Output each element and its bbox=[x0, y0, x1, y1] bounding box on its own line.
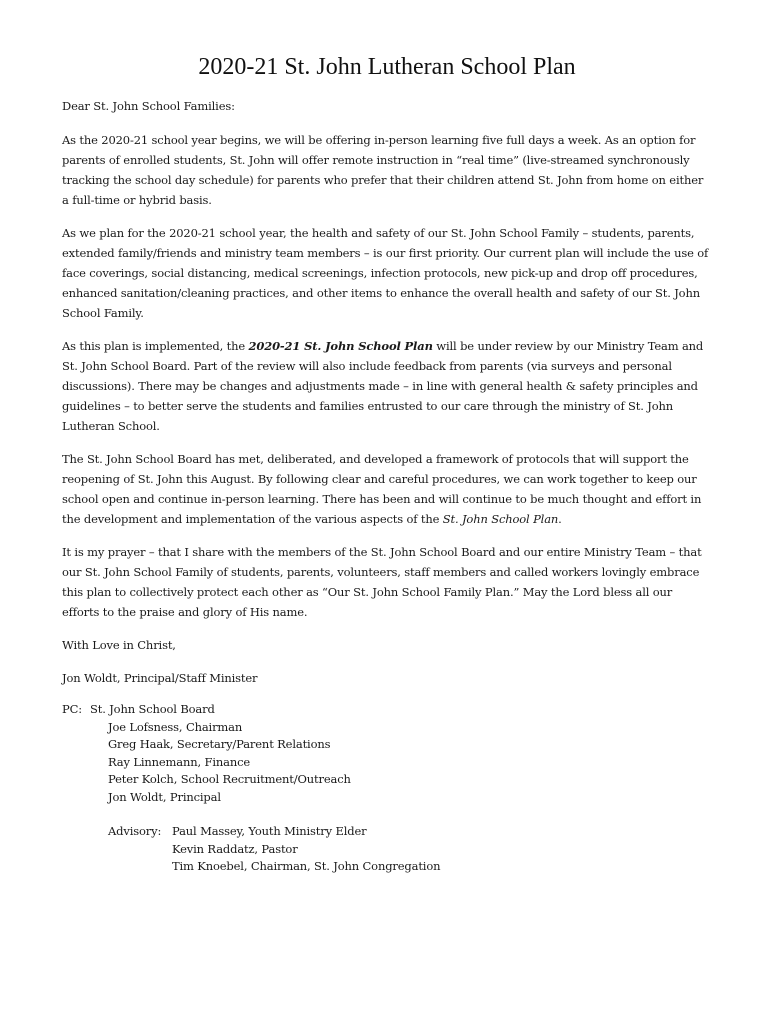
board-member: Ray Linnemann, Finance bbox=[108, 754, 251, 769]
advisory-member: Kevin Raddatz, Pastor bbox=[172, 841, 298, 856]
paragraph-5: It is my prayer – that I share with the members of the St. John School Board and our entire Ministry Team – that our St. John School Family of students, parents, volunteers, staff members and called workers lovingly embrace this plan to collectively protect each other as “Our St. John School Family Plan.” May the Lord bless all our efforts to the praise and glory of His name. bbox=[62, 545, 702, 619]
copy-list bbox=[62, 701, 712, 876]
advisory-member: Tim Knoebel, Chairman, St. John Congregation bbox=[172, 859, 441, 873]
document-title: 2020-21 St. John Lutheran School Plan bbox=[198, 54, 576, 80]
board-member: Joe Lofsness, Chairman bbox=[108, 719, 243, 734]
advisory-row bbox=[62, 823, 712, 876]
paragraph-3 bbox=[62, 336, 712, 436]
paragraph-3-start: As this plan is implemented, the bbox=[62, 339, 249, 353]
pc-board-name: St. John School Board bbox=[90, 702, 215, 716]
board-member: Jon Woldt, Principal bbox=[108, 789, 221, 804]
board-member-list bbox=[62, 719, 712, 807]
plan-name-italic: St. John School Plan bbox=[442, 512, 559, 526]
salutation: Dear St. John School Families: bbox=[62, 99, 235, 113]
pc-label: PC: bbox=[62, 702, 82, 716]
closing: With Love in Christ, bbox=[62, 638, 176, 652]
board-member: Peter Kolch, School Recruitment/Outreach bbox=[108, 772, 351, 786]
advisory-member: Paul Massey, Youth Ministry Elder bbox=[172, 824, 367, 838]
signature: Jon Woldt, Principal/Staff Minister bbox=[62, 671, 258, 685]
advisory-member-list bbox=[172, 823, 440, 876]
paragraph-4 bbox=[62, 449, 712, 529]
advisory-label: Advisory: bbox=[108, 824, 162, 838]
document-page bbox=[62, 52, 712, 876]
paragraph-2: As we plan for the 2020-21 school year, the health and safety of our St. John School Family – students, parents, extended family/friends and ministry team members – is our first priority. Our current plan will include the use of face coverings, social distancing, medical screenings, infection protocols, new pick-up and drop off procedures, enhanced sanitation/cleaning practices, and other items to enhance the overall health and safety of our St. John School Family. bbox=[62, 226, 709, 320]
paragraph-1: As the 2020-21 school year begins, we will be offering in-person learning five full days a week. As an option for parents of enrolled students, St. John will offer remote instruction in “real time” (live-streamed synchronously tracking the school day schedule) for parents who prefer that their children attend St. John from home on either a full-time or hybrid basis. bbox=[62, 133, 704, 207]
paragraph-4-start: The St. John School Board has met, deliberated, and developed a framework of protocols that will support the reopening of St. John this August. By following clear and careful procedures, we can work together to keep our school open and continue in-person learning. There has been and will continue to be much thought and effort in the development and implementation of the various aspects of the bbox=[62, 452, 702, 526]
paragraph-3-end: will be under review by our Ministry Team and St. John School Board. Part of the review will also include feedback from parents (via surveys and personal discussions). There may be changes and adjustments made – in line with general health & safety principles and guidelines – to better serve the students and families entrusted to our care through the ministry of St. John Lutheran School. bbox=[62, 339, 704, 433]
pc-row bbox=[62, 701, 712, 719]
paragraph-4-end: . bbox=[558, 512, 562, 526]
board-member: Greg Haak, Secretary/Parent Relations bbox=[108, 737, 331, 751]
plan-name-emphasis: 2020-21 St. John School Plan bbox=[248, 339, 433, 353]
